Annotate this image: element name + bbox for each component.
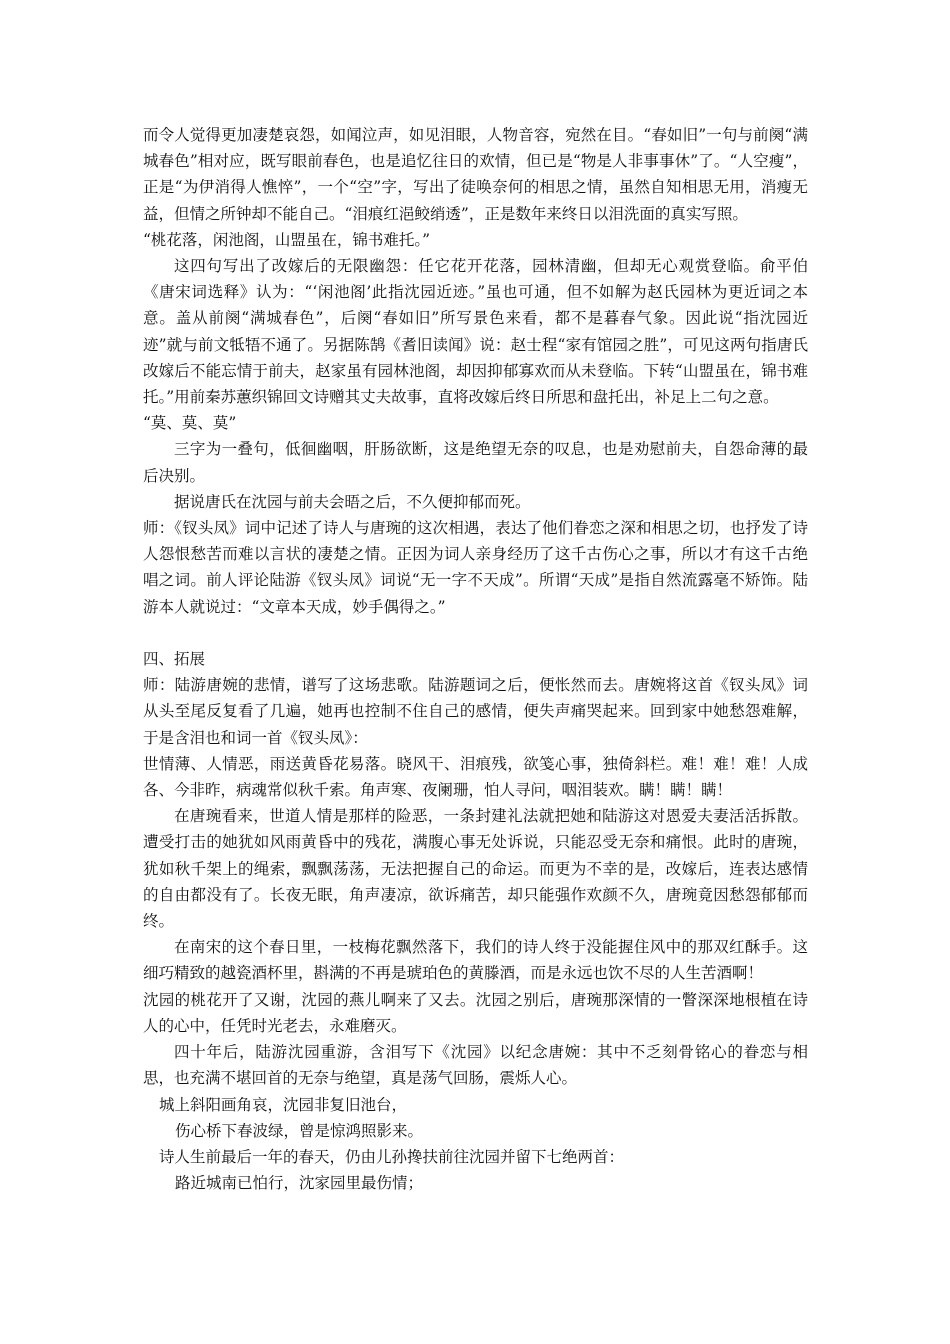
poem: 世情薄、人情恶，雨送黄昏花易落。晓风干、泪痕残，欲笺心事，独倚斜栏。难！难！难！人成各、今非昨，病魂常似秋千索。角声寒、夜阑珊，怕人寻问，咽泪装欢。瞒！瞒！瞒！ [143,754,808,800]
paragraph: 诗人生前最后一年的春天，仍由儿孙搀扶前往沈园并留下七绝两首： [159,1147,625,1166]
paragraph: 师：《钗头凤》词中记述了诗人与唐琬的这次相遇，表达了他们眷恋之深和相思之切，也抒发了诗人怨恨愁苦而难以言状的凄楚之情。正因为词人亲身经历了这千古伤心之事，所以才有这千古绝唱之词。前人评论陆游《钗头凤》词说“无一字不天成”。所谓“天成”是指自然流露毫不矫饰。陆游本人就说过：“文章本天成，妙手偶得之。” [143,519,808,616]
paragraph: 四十年后，陆游沈园重游，含泪写下《沈园》以纪念唐婉：其中不乏刻骨铭心的眷恋与相思，也充满不堪回首的无奈与绝望，真是荡气回肠，震烁人心。 [143,1043,808,1088]
poem-line: 路近城南已怕行，沈家园里最伤情； [175,1174,424,1193]
section-heading: 四、拓展 [143,650,206,669]
paragraph: 在南宋的这个春日里，一枝梅花飘然落下，我们的诗人终于没能握住风中的那双红酥手。这细巧精致的越瓷酒杯里，斟满的不再是琥珀色的黄滕酒，而是永远也饮不尽的人生苦酒啊！ [143,938,808,983]
document-page [143,122,808,1196]
poem-line: 城上斜阳画角哀，沈园非复旧池台， [159,1095,408,1114]
paragraph: 在唐琬看来，世道人情是那样的险恶，一条封建礼法就把她和陆游这对恩爱夫妻活活拆散。遭受打击的她犹如风雨黄昏中的残花，满腹心事无处诉说，只能忍受无奈和痛恨。此时的唐琬，犹如秋千架上的绳索，飘飘荡荡，无法把握自己的命运。而更为不幸的是，改嫁后，连表达感情的自由都没有了。长夜无眠，角声凄凉，欲诉痛苦，却只能强作欢颜不久，唐琬竟因愁怨郁郁而终。 [143,807,808,931]
paragraph: 三字为一叠句，低徊幽咽，肝肠欲断，这是绝望无奈的叹息，也是劝慰前夫，自怨命薄的最后决别。 [143,440,808,485]
paragraph: 沈园的桃花开了又谢，沈园的燕儿啊来了又去。沈园之别后，唐琬那深情的一瞥深深地根植在诗人的心中，任凭时光老去，永难磨灭。 [143,990,808,1035]
quote-line: “莫、莫、莫” [143,414,237,433]
paragraph: 据说唐氏在沈园与前夫会晤之后，不久便抑郁而死。 [174,492,531,511]
blank-line [143,620,808,646]
paragraph: 师：陆游唐婉的悲情，谱写了这场悲歌。陆游题词之后，便怅然而去。唐婉将这首《钗头凤》词从头至尾反复看了几遍，她再也控制不住自己的感情，便失声痛哭起来。回到家中她愁怨难解，于是含泪也和词一首《钗头凤》： [143,676,808,747]
quote-line: “桃花落，闲池阁，山盟虽在，锦书难托。” [143,230,431,249]
paragraph: 这四句写出了改嫁后的无限幽怨：任它花开花落，园林清幽，但却无心观赏登临。俞平伯《唐宋词选释》认为：“‘闲池阁’此指沈园近迹。”虽也可通，但不如解为赵氏园林为更近词之本意。盖从前阕“满城春色”，后阕“春如旧”所写景色来看，都不是暮春气象。因此说“指沈园近迹”就与前文牴牾不通了。另据陈鹄《耆旧读闻》说：赵士程“家有馆园之胜”，可见这两句指唐氏改嫁后不能忘情于前夫，赵家虽有园林池阁，却因抑郁寡欢而从未登临。下转“山盟虽在，锦书难托。”用前秦苏蕙织锦回文诗赠其丈夫故事，直将改嫁后终日所思和盘托出，补足上二句之意。 [143,257,808,407]
paragraph: 而令人觉得更加凄楚哀怨，如闻泣声，如见泪眼，人物音容，宛然在目。“春如旧”一句与前阕“满城春色”相对应，既写眼前春色，也是追忆往日的欢情，但已是“物是人非事事休”了。“人空瘦”，正是“为伊消得人憔悴”，一个“空”字，写出了徒唤奈何的相思之情，虽然自知相思无用，消瘦无益，但情之所钟却不能自己。“泪痕红浥鲛绡透”，正是数年来终日以泪洗面的真实写照。 [143,126,808,223]
poem-line: 伤心桥下春波绿，曾是惊鸿照影来。 [175,1121,424,1140]
